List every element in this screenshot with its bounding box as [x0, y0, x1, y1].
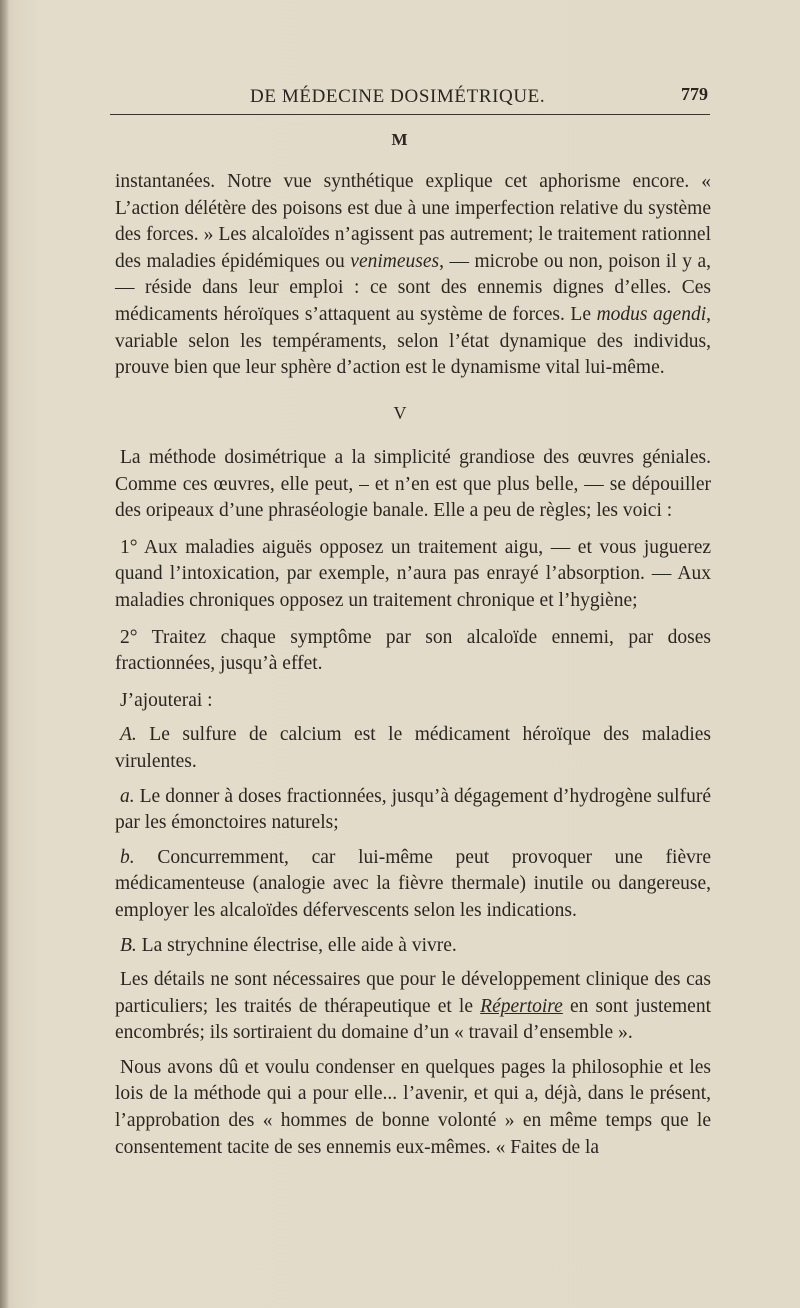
page-gutter-shadow [0, 0, 9, 1308]
section-heading: V [393, 403, 407, 423]
rule-2: 2° Traitez chaque symptôme par son alcaloïde ennemi, par doses fractionnées, jusqu’à effet. [115, 626, 711, 675]
continuation-italic-1: venimeuses [350, 250, 440, 272]
item-B [115, 933, 711, 960]
rule-1: 1° Aux maladies aiguës opposez un traitement aigu, — et vous juguerez quand l’intoxication, par exemple, n’aura pas enrayé l’absorption. — Aux maladies chroniques opposez un traitement chronique et l’hygiène; [115, 536, 711, 611]
continuation-text-3: , variable selon les tempéraments, selon l’état dynamique des individus, prouve bien que leur sphère d’action est le dynamisme vital lui-même. [115, 303, 712, 379]
continuation-text-1: instantanées. Notre vue synthétique explique cet aphorisme encore. « L’action délétère des poisons est due à une imperfection relative du système des forces. » Les alcaloïdes n’agissent pas autrement; le traitement rationnel des maladies épidémiques ou [115, 171, 711, 272]
section-body [115, 445, 711, 1161]
closing-paragraph: Nous avons dû et voulu condenser en quelques pages la philosophie et les lois de la méthode qui a pour elle... l’avenir, et qui a, déjà, dans le présent, l’approbation des « hommes de bonne volonté » en même temps que le consentement tacite de ses ennemis eux-mêmes. « Faites de la [115, 1056, 711, 1158]
details-text-1: Les détails ne sont nécessaires que pour le développement clinique des cas particuliers; les traités de thérapeutique et le [115, 969, 711, 1017]
header-rule [110, 114, 710, 115]
item-A-label: A. [120, 724, 137, 746]
item-b [115, 845, 711, 925]
section-intro: La méthode dosimétrique a la simplicité grandiose des œuvres géniales. Comme ces œuvres, elle peut, – et n’en est que plus belle, — se dépouiller des oripeaux d’une phraséologie banale. Elle a peu de règles; les voici : [115, 447, 711, 522]
addition-intro: J’ajouterai : [120, 689, 213, 711]
page-header [110, 76, 710, 116]
running-title: DE MÉDECINE DOSIMÉTRIQUE. [250, 86, 546, 107]
details-paragraph [115, 967, 711, 1047]
continuation-text-2: , — microbe ou non, poison il y a, — réside dans leur emploi : ce sont des ennemis dignes d’elles. Ces médicaments héroïques s’attaquent au système de forces. Le [115, 250, 711, 325]
item-b-text: Concurremment, car lui-même peut provoquer une fièvre médicamenteuse (analogie avec la fièvre thermale) inutile ou dangereuse, employer les alcaloïdes défervescents selon les indications. [115, 846, 711, 921]
continuation-paragraph [115, 169, 711, 382]
item-A [115, 722, 711, 775]
details-italic: Répertoire [480, 995, 563, 1017]
item-B-label: B. [120, 934, 137, 956]
item-b-label: b. [120, 846, 135, 868]
page-number: 779 [681, 84, 708, 104]
item-a [115, 784, 711, 837]
item-B-text: La strychnine électrise, elle aide à vivre. [136, 934, 457, 956]
continuation-italic-2: modus agendi [596, 303, 707, 325]
signature-mark: M [391, 130, 409, 149]
item-A-text: Le sulfure de calcium est le médicament héroïque des maladies virulentes. [115, 724, 711, 772]
item-a-label: a. [120, 785, 135, 807]
item-a-text: Le donner à doses fractionnées, jusqu’à dégagement d’hydrogène sulfuré par les émonctoires naturels; [115, 785, 711, 834]
details-text-2: en sont justement encombrés; ils sortiraient du domaine d’un « travail d’ensemble ». [115, 995, 712, 1044]
